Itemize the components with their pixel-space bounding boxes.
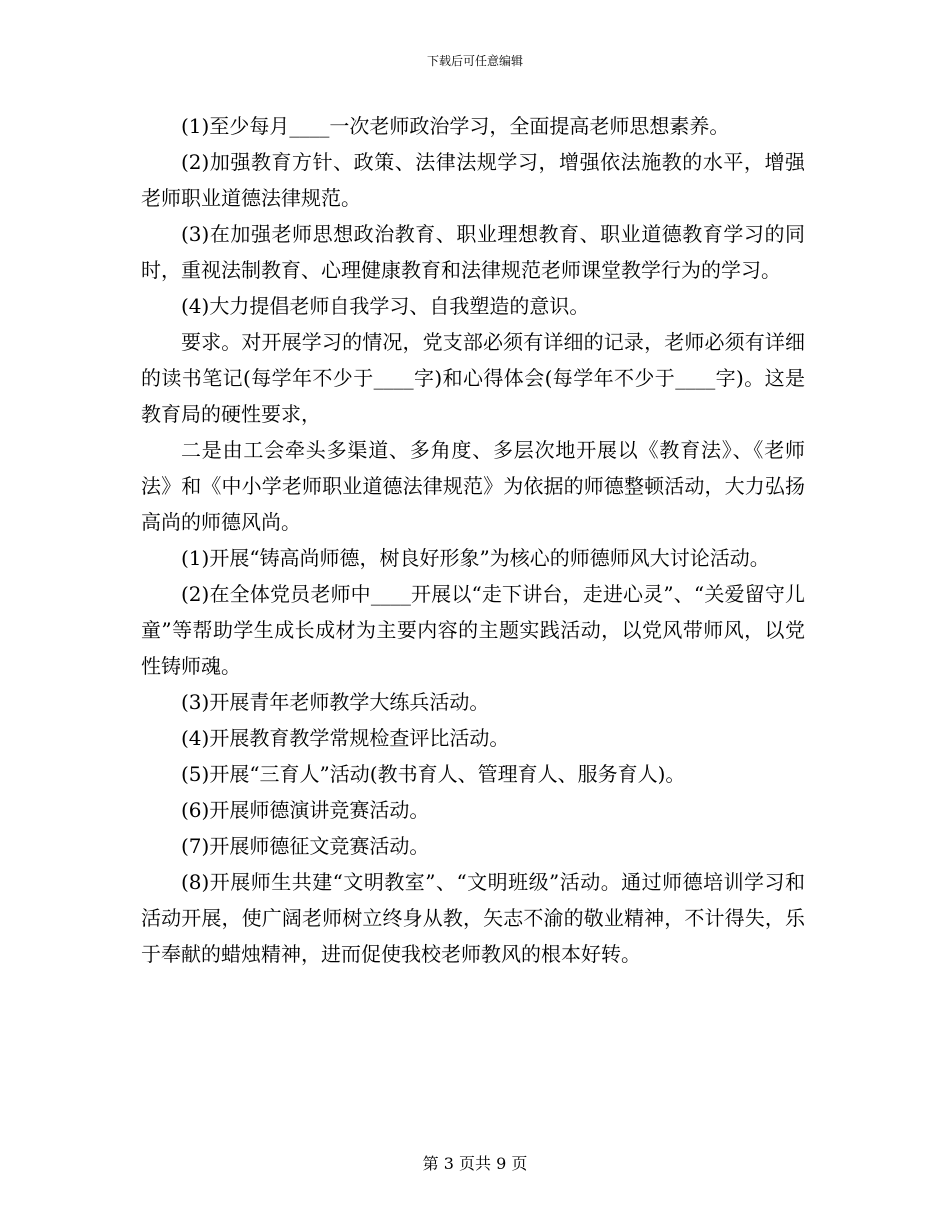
page-header: 下载后可任意编辑: [426, 54, 523, 68]
paragraph: (3)在加强老师思想政治教育、职业理想教育、职业道德教育学习的同时，重视法制教育、心理健康教育和法律规范老师课堂教学行为的学习。: [141, 222, 805, 282]
paragraph: (2)加强教育方针、政策、法律法规学习，增强依法施教的水平，增强老师职业道德法律规范。: [141, 150, 805, 210]
page-number: 第 3 页共 9 页: [422, 1154, 528, 1173]
paragraph: (3)开展青年老师教学大练兵活动。: [181, 690, 490, 714]
paragraph: (4)大力提倡老师自我学习、自我塑造的意识。: [181, 294, 590, 318]
paragraph: (7)开展师德征文竞赛活动。: [181, 834, 430, 858]
paragraph: (5)开展“三育人”活动(教书育人、管理育人、服务育人)。: [181, 762, 686, 786]
paragraph: (4)开展教育教学常规检查评比活动。: [181, 726, 510, 750]
paragraph: 二是由工会牵头多渠道、多角度、多层次地开展以《教育法》、《老师法》和《中小学老师职业道德法律规范》为依据的师德整顿活动，大力弘扬高尚的师德风尚。: [141, 438, 805, 534]
document-body: [141, 108, 805, 972]
paragraph: (1)开展“铸高尚师德，树良好形象”为核心的师德师风大讨论活动。: [181, 546, 770, 570]
paragraph: 要求。对开展学习的情况，党支部必须有详细的记录，老师必须有详细的读书笔记(每学年不少于____字)和心得体会(每学年不少于____字)。这是教育局的硬性要求，: [141, 330, 805, 426]
paragraph: (1)至少每月____一次老师政治学习，全面提高老师思想素养。: [181, 114, 730, 138]
paragraph: (6)开展师德演讲竞赛活动。: [181, 798, 430, 822]
paragraph: (8)开展师生共建“文明教室”、“文明班级”活动。通过师德培训学习和活动开展，使广阔老师树立终身从教，矢志不渝的敬业精神，不计得失，乐于奉献的蜡烛精神，进而促使我校老师教风的根本好转。: [141, 870, 805, 966]
paragraph: (2)在全体党员老师中____开展以“走下讲台，走进心灵”、“关爱留守儿童”等帮助学生成长成材为主要内容的主题实践活动，以党风带师风，以党性铸师魂。: [141, 582, 805, 678]
